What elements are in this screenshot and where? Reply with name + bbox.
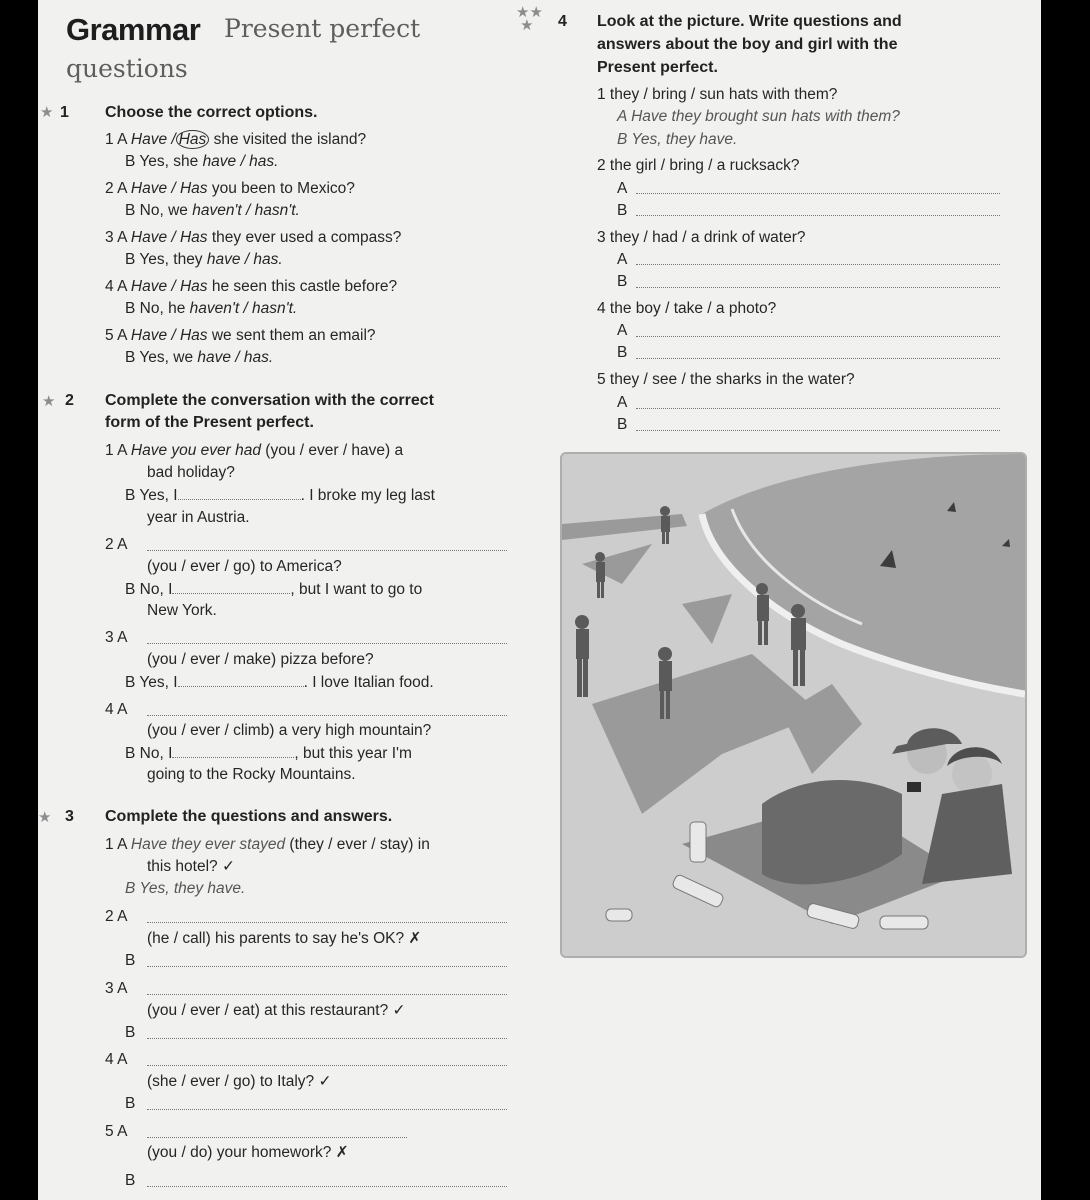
ex2-item-2-answer: B No, I , but I want to go to [125, 581, 423, 598]
answer-blank[interactable] [147, 1186, 507, 1187]
ex4-item-5-label-b: B [617, 416, 628, 433]
ex4-item-1-answer-a: A Have they brought sun hats with them? [617, 108, 900, 125]
ex2-item-4-prompt: (you / ever / climb) a very high mountain? [147, 722, 432, 739]
ex3-item-2-prompt: (he / call) his parents to say he's OK? ✗ [147, 930, 422, 947]
ex1-item-2-question: 2 A Have / Has you been to Mexico? [105, 180, 355, 197]
exercise-4-instruction-line3: Present perfect. [597, 59, 718, 76]
ex4-item-2-prompt: 2 the girl / bring / a rucksack? [597, 157, 800, 174]
ex3-item-3-b-label: B [125, 1024, 136, 1041]
ex4-item-1-prompt: 1 they / bring / sun hats with them? [597, 86, 838, 103]
topic-title-line1: Present perfect [224, 14, 421, 43]
ex1-item-1-answer: B Yes, she have / has. [125, 153, 279, 170]
answer-blank[interactable] [147, 1109, 507, 1110]
grammar-title: Grammar [66, 12, 201, 47]
answer-blank[interactable] [636, 358, 1000, 359]
answer-blank[interactable] [147, 922, 507, 923]
camera-icon [907, 782, 921, 792]
ex4-item-5-prompt: 5 they / see / the sharks in the water? [597, 371, 855, 388]
exercise-3-number: 3 [65, 808, 74, 825]
ex2-item-1-question-cont: bad holiday? [147, 464, 235, 481]
answer-blank[interactable] [636, 264, 1000, 265]
answer-blank[interactable] [636, 287, 1000, 288]
answer-blank[interactable] [147, 1137, 407, 1138]
answer-blank[interactable] [636, 336, 1000, 337]
ex3-item-2-label: 2 A [105, 908, 128, 925]
exercise-1-instruction: Choose the correct options. [105, 104, 318, 121]
answer-blank[interactable] [147, 966, 507, 967]
ex1-item-2-answer: B No, we haven't / hasn't. [125, 202, 300, 219]
circled-answer: Has [176, 130, 210, 149]
exercise-4-number: 4 [558, 13, 567, 30]
exercise-2-instruction-line1: Complete the conversation with the correct [105, 392, 434, 409]
answer-blank[interactable] [147, 715, 507, 716]
answer-blank[interactable] [636, 215, 1000, 216]
exercise-4-instruction-line1: Look at the picture. Write questions and [597, 13, 902, 30]
ex2-item-2-label: 2 A [105, 536, 128, 553]
exercise-1-number: 1 [60, 104, 69, 121]
answer-blank[interactable] [172, 744, 294, 758]
ex3-item-1-answer: B Yes, they have. [125, 880, 246, 897]
ex2-item-4-label: 4 A [105, 701, 128, 718]
answer-blank[interactable] [147, 994, 507, 995]
difficulty-star-icon: ★ [38, 809, 52, 826]
ex3-item-4-label: 4 A [105, 1051, 128, 1068]
ex3-item-5-label: 5 A [105, 1123, 128, 1140]
ex3-item-5-prompt: (you / do) your homework? ✗ [147, 1144, 349, 1161]
ex3-item-3-prompt: (you / ever / eat) at this restaurant? ✓ [147, 1002, 406, 1019]
ex2-item-2-prompt: (you / ever / go) to America? [147, 558, 342, 575]
exercise-3-instruction: Complete the questions and answers. [105, 808, 393, 825]
answer-blank[interactable] [178, 486, 301, 500]
ex4-item-4-label-a: A [617, 322, 628, 339]
ex2-item-4-answer: B No, I , but this year I'm [125, 745, 412, 762]
beach-scene-illustration [560, 452, 1027, 958]
ex1-item-3-question: 3 A Have / Has they ever used a compass? [105, 229, 402, 246]
ex1-item-3-answer: B Yes, they have / has. [125, 251, 283, 268]
ex2-item-1-question: 1 A Have you ever had (you / ever / have) a [105, 442, 404, 459]
ex4-item-2-label-b: B [617, 202, 628, 219]
answer-blank[interactable] [147, 1065, 507, 1066]
workbook-page [38, 0, 1041, 1200]
ex3-item-5-b-label: B [125, 1172, 136, 1189]
ex4-item-3-prompt: 3 they / had / a drink of water? [597, 229, 806, 246]
exercise-2-number: 2 [65, 392, 74, 409]
ex2-item-3-label: 3 A [105, 629, 128, 646]
ex2-item-2-answer-cont: New York. [147, 602, 217, 619]
ex4-item-5-label-a: A [617, 394, 628, 411]
ex4-item-3-label-b: B [617, 273, 628, 290]
topic-title-line2: questions [66, 54, 188, 83]
exercise-2-instruction-line2: form of the Present perfect. [105, 414, 314, 431]
difficulty-star-icon: ★ [40, 104, 54, 121]
ex2-item-1-answer: B Yes, I . I broke my leg last [125, 487, 435, 504]
difficulty-star-icon: ★ [42, 393, 56, 410]
ex2-item-3-answer: B Yes, I . I love Italian food. [125, 674, 434, 691]
ex3-item-2-b-label: B [125, 952, 136, 969]
answer-blank[interactable] [636, 430, 1000, 431]
ex1-item-4-question: 4 A Have / Has he seen this castle before? [105, 278, 398, 295]
ex1-item-5-answer: B Yes, we have / has. [125, 349, 274, 366]
ex1-item-4-answer: B No, he haven't / hasn't. [125, 300, 298, 317]
ex1-item-5-question: 5 A Have / Has we sent them an email? [105, 327, 376, 344]
ex3-item-4-prompt: (she / ever / go) to Italy? ✓ [147, 1073, 332, 1090]
ex4-item-1-answer-b: B Yes, they have. [617, 131, 738, 148]
beach-scene-svg [562, 454, 1025, 956]
water-bottle-icon [880, 916, 928, 929]
answer-blank[interactable] [172, 580, 290, 594]
ex2-item-3-prompt: (you / ever / make) pizza before? [147, 651, 374, 668]
ex3-item-3-label: 3 A [105, 980, 128, 997]
water-bottle-icon [690, 822, 706, 862]
ex3-item-1-question-cont: this hotel? ✓ [147, 858, 235, 875]
ex4-item-4-label-b: B [617, 344, 628, 361]
ex3-item-4-b-label: B [125, 1095, 136, 1112]
difficulty-stars-icon: ★★ ★ [516, 4, 543, 34]
ex3-item-1-question: 1 A Have they ever stayed (they / ever / stay) in [105, 836, 430, 853]
ex2-item-4-answer-cont: going to the Rocky Mountains. [147, 766, 356, 783]
answer-blank[interactable] [178, 673, 304, 687]
exercise-4-instruction-line2: answers about the boy and girl with the [597, 36, 898, 53]
answer-blank[interactable] [636, 408, 1000, 409]
water-bottle-icon [606, 909, 632, 921]
ex4-item-4-prompt: 4 the boy / take / a photo? [597, 300, 777, 317]
answer-blank[interactable] [147, 643, 507, 644]
ex4-item-3-label-a: A [617, 251, 628, 268]
ex4-item-2-label-a: A [617, 180, 628, 197]
answer-blank[interactable] [636, 193, 1000, 194]
answer-blank[interactable] [147, 550, 507, 551]
ex2-item-1-answer-cont: year in Austria. [147, 509, 250, 526]
answer-blank[interactable] [147, 1038, 507, 1039]
ex1-item-1-question: 1 A Have / Has she visited the island? [105, 131, 367, 148]
